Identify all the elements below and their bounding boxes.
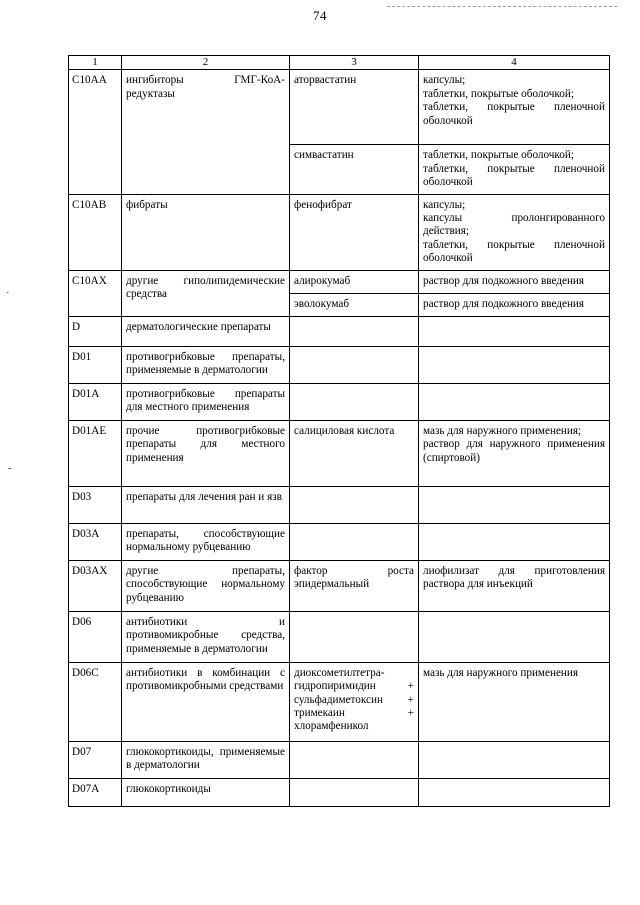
drug-name-cell [290,346,419,383]
atc-code-cell: D03A [69,523,122,560]
header-cell-4: 4 [419,56,610,70]
dosage-forms-cell [419,420,610,486]
table-row [69,741,610,778]
medicines-table-body [69,56,610,807]
group-name-cell: противогрибковые препараты для местного применения [122,383,290,420]
header-cell-2: 2 [122,56,290,70]
atc-code-cell: D07A [69,778,122,806]
atc-code-cell: D01AE [69,420,122,486]
dosage-forms-cell [419,611,610,662]
drug-name-cell [290,523,419,560]
drug-name-cell: эволокумаб [290,293,419,316]
table-row [69,70,610,145]
atc-code-cell: D03 [69,486,122,523]
atc-code-cell: C10AB [69,194,122,270]
drug-name-cell [290,778,419,806]
drug-name-cell: фактор роста эпидермальный [290,560,419,611]
dosage-form: таблетки, покрытые пленочной оболочкой [423,101,605,127]
drug-name-cell: аторвастатин [290,70,419,145]
group-name-cell: другие препараты, способствующие нормальному рубцеванию [122,560,290,611]
dosage-forms-cell [419,560,610,611]
dosage-form: раствор для подкожного введения [423,274,585,287]
atc-code-cell: D01 [69,346,122,383]
group-name-cell: препараты, способствующие нормальному рубцеванию [122,523,290,560]
medicines-table [68,55,610,807]
dosage-forms-cell [419,662,610,741]
dosage-forms-cell [419,741,610,778]
drug-name-cell: симвастатин [290,145,419,194]
table-row [69,194,610,270]
dosage-form: лиофилизат для приготовления раствора для инъекций [423,564,605,591]
drug-name-cell: салициловая кислота [290,420,419,486]
atc-code-cell: D07 [69,741,122,778]
dosage-forms-cell [419,778,610,806]
drug-name-cell [290,383,419,420]
group-name-cell: антибиотики и противомикробные средства, применяемые в дерматологии [122,611,290,662]
dosage-forms-cell [419,145,610,194]
dosage-forms-cell [419,316,610,346]
table-row [69,523,610,560]
drug-name-cell [290,611,419,662]
dosage-forms-cell [419,293,610,316]
table-row [69,383,610,420]
atc-code-cell: D01A [69,383,122,420]
table-row [69,420,610,486]
scan-artifact-line [387,6,617,7]
dosage-forms-cell [419,270,610,293]
drug-name-cell [290,316,419,346]
table-row [69,778,610,806]
dosage-form: капсулы; [423,74,466,87]
header-cell-1: 1 [69,56,122,70]
group-name-cell: препараты для лечения ран и язв [122,486,290,523]
drug-name-cell [290,486,419,523]
dosage-form: таблетки, покрытые пленочной оболочкой [423,162,605,189]
atc-code-cell: C10AA [69,70,122,194]
group-name-cell: дерматологические препараты [122,316,290,346]
drug-name-cell [290,741,419,778]
group-name-cell: ингибиторы ГМГ-КоА-редуктазы [122,70,290,194]
dosage-form: капсулы пролонгированного действия; [423,211,605,238]
group-name-cell: прочие противогрибковые препараты для местного применения [122,420,290,486]
dosage-form: мазь для наружного применения; [423,424,582,437]
table-row [69,486,610,523]
atc-code-cell: D03AX [69,560,122,611]
table-row [69,316,610,346]
atc-code-cell: C10AX [69,270,122,316]
atc-code-cell: D [69,316,122,346]
dosage-forms-cell [419,346,610,383]
drug-name-cell: фенофибрат [290,194,419,270]
dosage-forms-cell [419,70,610,145]
group-name-cell: противогрибковые препараты, применяемые в дерматологии [122,346,290,383]
dosage-forms-cell [419,194,610,270]
scan-speck: · [6,287,10,299]
dosage-forms-cell [419,523,610,560]
dosage-forms-cell [419,383,610,420]
header-row [69,56,610,70]
table-row [69,611,610,662]
atc-code-cell: D06 [69,611,122,662]
dosage-form: раствор для подкожного введения [423,297,585,310]
dosage-form: капсулы; [423,198,466,211]
atc-code-cell: D06C [69,662,122,741]
table-row [69,346,610,383]
group-name-cell: другие гиполипидемические средства [122,270,290,316]
dosage-form: раствор для наружного применения (спиртовой) [423,438,605,464]
group-name-cell: глюкокортикоиды, применяемые в дерматологии [122,741,290,778]
dosage-form: таблетки, покрытые пленочной оболочкой [423,238,605,265]
dosage-form: мазь для наружного применения [423,666,579,679]
table-row [69,662,610,741]
group-name-cell: глюкокортикоиды [122,778,290,806]
scan-speck: - [8,462,12,474]
table-row [69,270,610,293]
dosage-form: таблетки, покрытые оболочкой; [423,149,574,162]
group-name-cell: антибиотики в комбинации с противомикробными средствами [122,662,290,741]
dosage-forms-cell [419,486,610,523]
page-number: 74 [313,8,327,23]
header-cell-3: 3 [290,56,419,70]
drug-name-cell: алирокумаб [290,270,419,293]
table-row [69,560,610,611]
group-name-cell: фибраты [122,194,290,270]
dosage-form: таблетки, покрытые оболочкой; [423,87,574,100]
drug-name-cell: диоксометилтетра-гидропиримидин + сульфадиметоксин + тримекаин + хлорамфеникол [290,662,419,741]
